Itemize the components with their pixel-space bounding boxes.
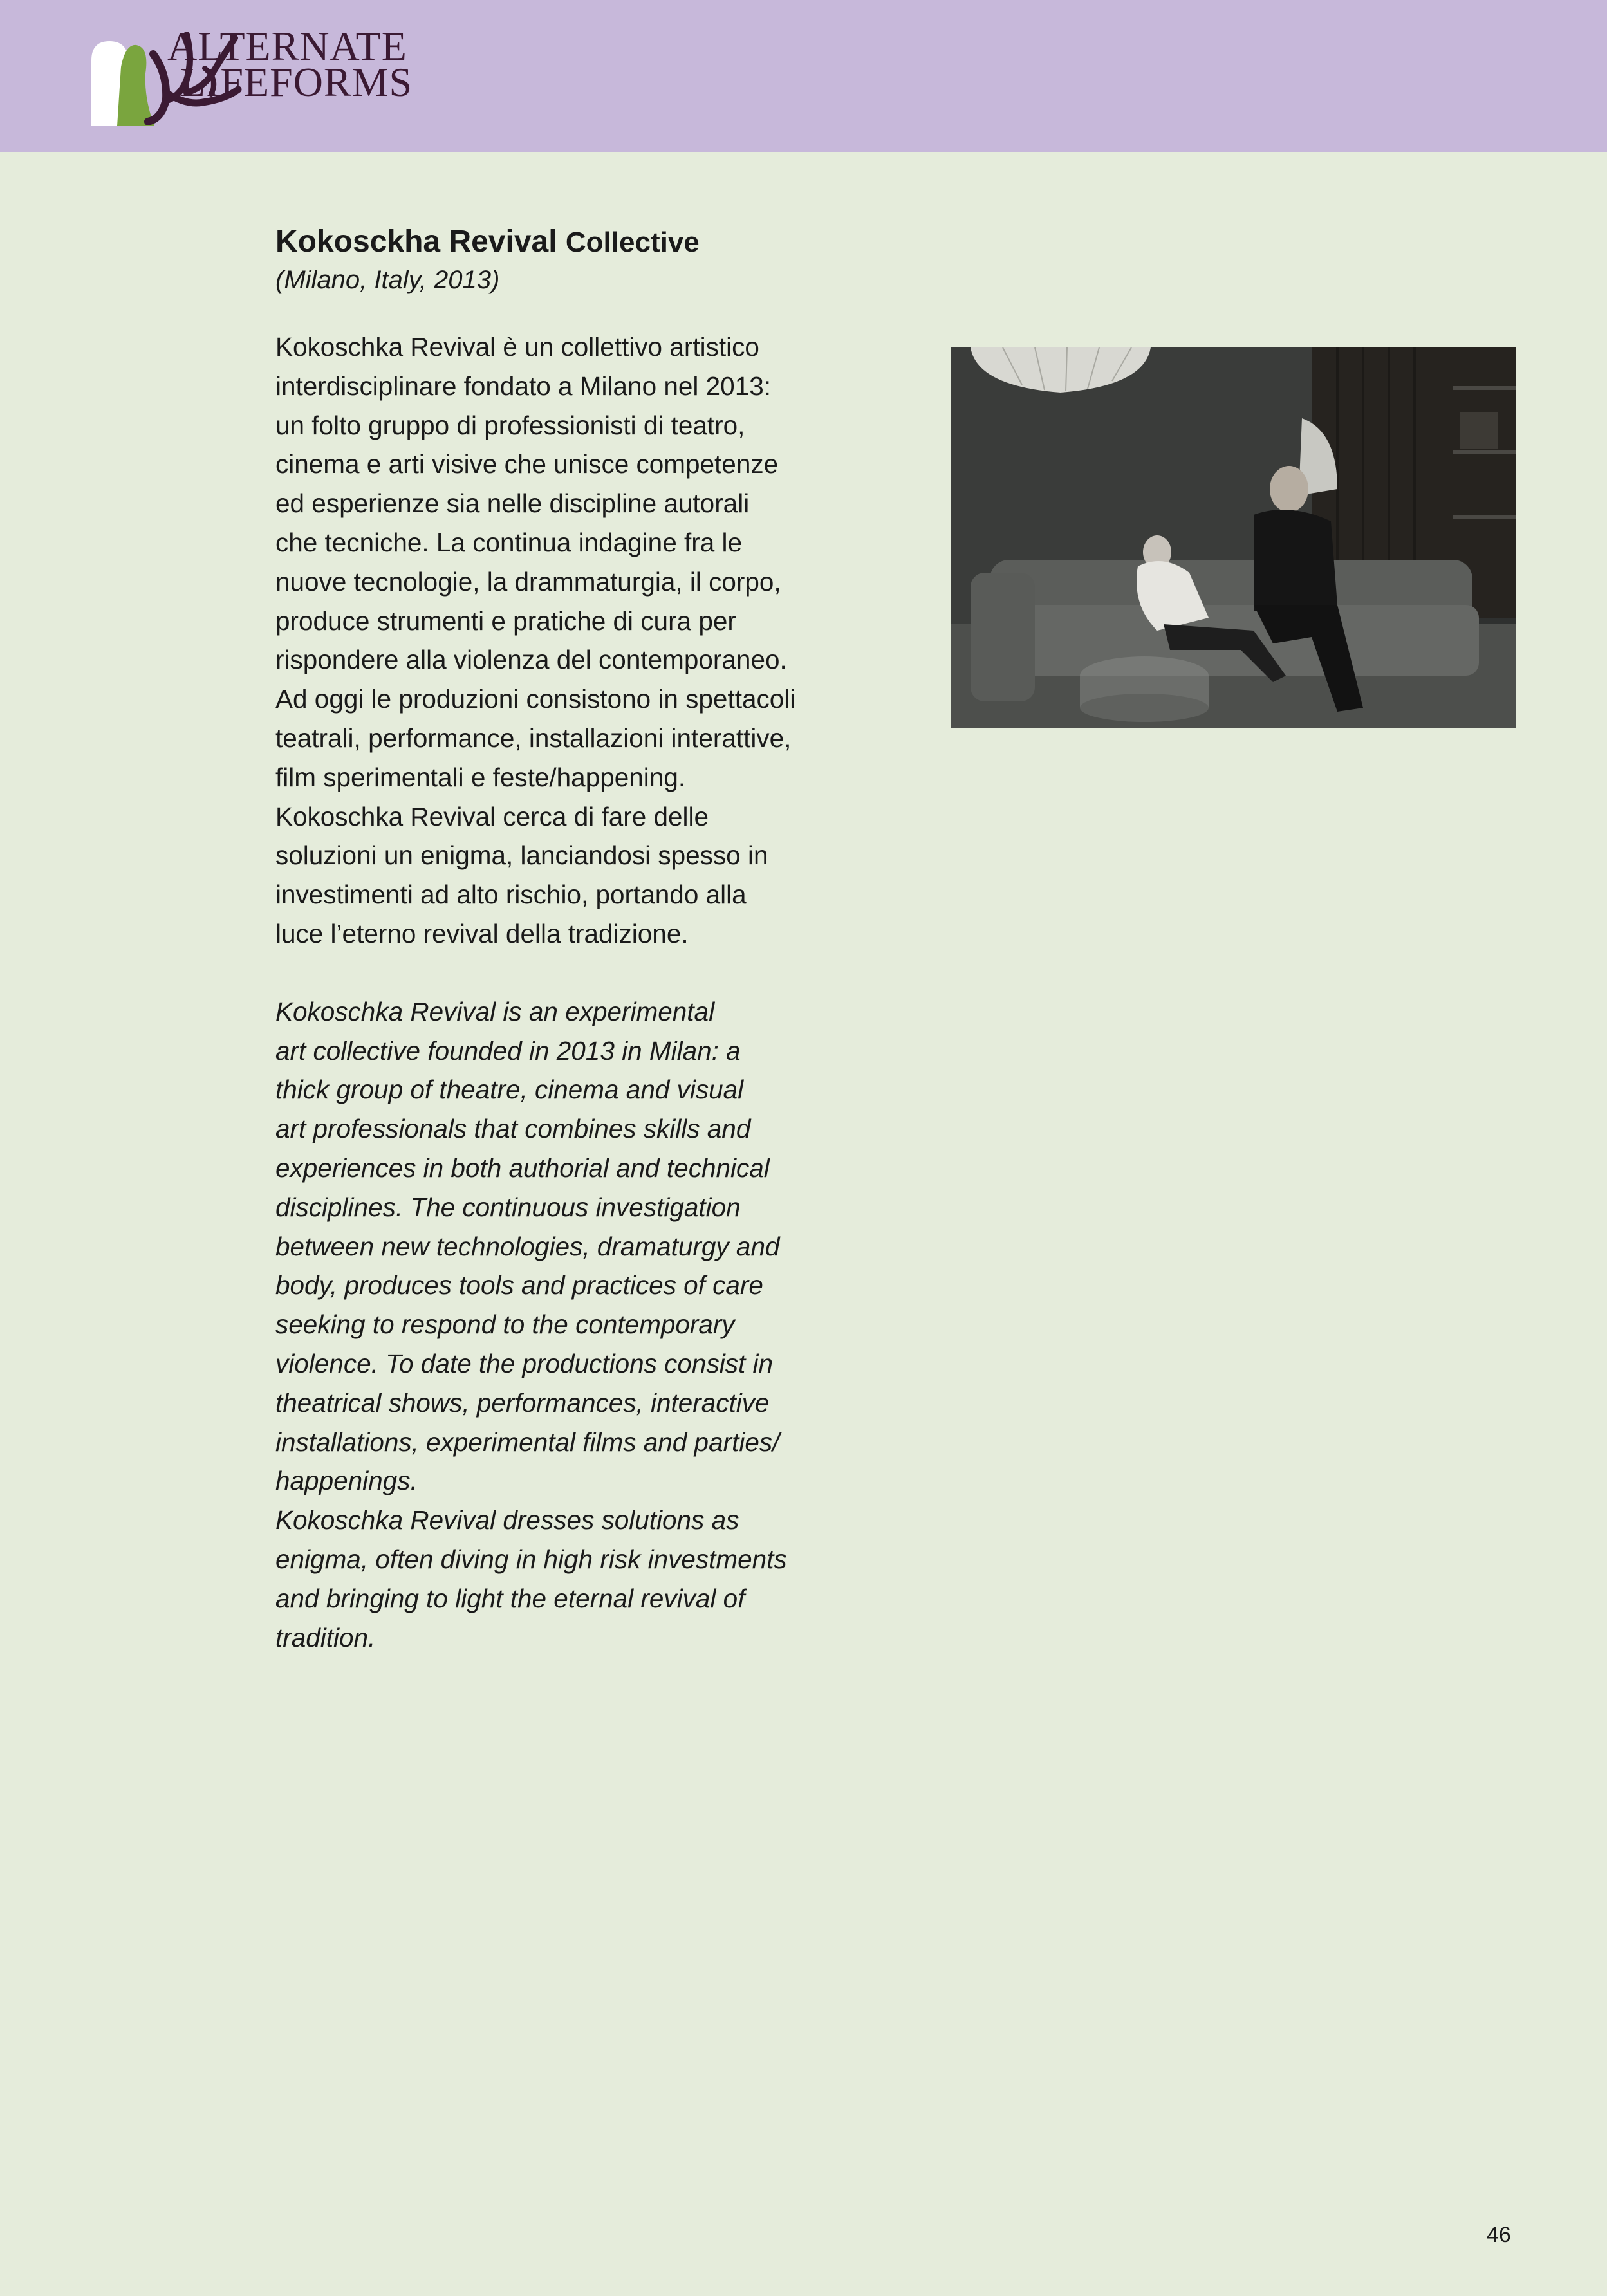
english-line: happenings. (275, 1466, 418, 1496)
italian-line: interdisciplinare fondato a Milano nel 2013: (275, 371, 771, 401)
italian-line: che tecniche. La continua indagine fra le (275, 527, 743, 557)
english-line: art professionals that combines skills and (275, 1114, 751, 1144)
italian-line: rispondere alla violenza del contemporaneo. (275, 645, 787, 675)
english-line: between new technologies, dramaturgy and (275, 1231, 780, 1261)
italian-description (275, 328, 919, 954)
italian-line: un folto gruppo di professionisti di teatro, (275, 410, 745, 440)
italian-line: ed esperienze sia nelle discipline autorali (275, 488, 750, 519)
english-line: violence. To date the productions consist in (275, 1348, 773, 1378)
english-line: experiences in both authorial and technical (275, 1153, 770, 1183)
italian-line: produce strumenti e pratiche di cura per (275, 606, 736, 636)
english-line: thick group of theatre, cinema and visual (275, 1075, 744, 1105)
collective-photo-illustration (951, 347, 1516, 728)
english-line: art collective founded in 2013 in Milan: a (275, 1035, 741, 1066)
italian-line: luce l’eterno revival della tradizione. (275, 918, 689, 949)
italian-line: teatrali, performance, installazioni interattive, (275, 723, 792, 753)
italian-line: Kokoschka Revival è un collettivo artistico (275, 332, 759, 362)
italian-line: Kokoschka Revival cerca di fare delle (275, 801, 709, 831)
english-line: and bringing to light the eternal revival of (275, 1583, 745, 1613)
english-line: Kokoschka Revival is an experimental (275, 996, 715, 1026)
english-line: body, produces tools and practices of care (275, 1270, 763, 1301)
italian-line: nuove tecnologie, la drammaturgia, il corpo, (275, 566, 781, 597)
logo-line-1: ALTERNATE (167, 23, 407, 69)
english-line: seeking to respond to the contemporary (275, 1310, 735, 1340)
logo-wordmark (167, 23, 413, 105)
italian-line: soluzioni un enigma, lanciandosi spesso in (275, 840, 768, 871)
header-bar (0, 0, 1607, 152)
english-line: enigma, often diving in high risk investments (275, 1544, 787, 1574)
italian-line: investimenti ad alto rischio, portando alla (275, 880, 747, 910)
italian-line: cinema e arti visive che unisce competenze (275, 449, 779, 479)
entry-subtitle: (Milano, Italy, 2013) (275, 266, 500, 294)
english-line: disciplines. The continuous investigation (275, 1192, 741, 1222)
logo-line-2: LIFEFORMS (180, 59, 413, 105)
entry-title-suffix: Collective (565, 227, 700, 258)
english-line: Kokoschka Revival dresses solutions as (275, 1505, 739, 1535)
english-line: installations, experimental films and parties/ (275, 1427, 780, 1457)
english-description (275, 992, 919, 1658)
entry-title-main: Kokosckha Revival (275, 225, 557, 259)
english-line: tradition. (275, 1622, 376, 1653)
page-number: 46 (1487, 2223, 1511, 2247)
italian-line: film sperimentali e feste/happening. (275, 762, 686, 792)
english-line: theatrical shows, performances, interactive (275, 1387, 770, 1418)
collective-photo (951, 347, 1516, 728)
entry-title (275, 223, 919, 262)
italian-line: Ad oggi le produzioni consistono in spettacoli (275, 684, 796, 714)
entry-text (275, 223, 919, 1657)
